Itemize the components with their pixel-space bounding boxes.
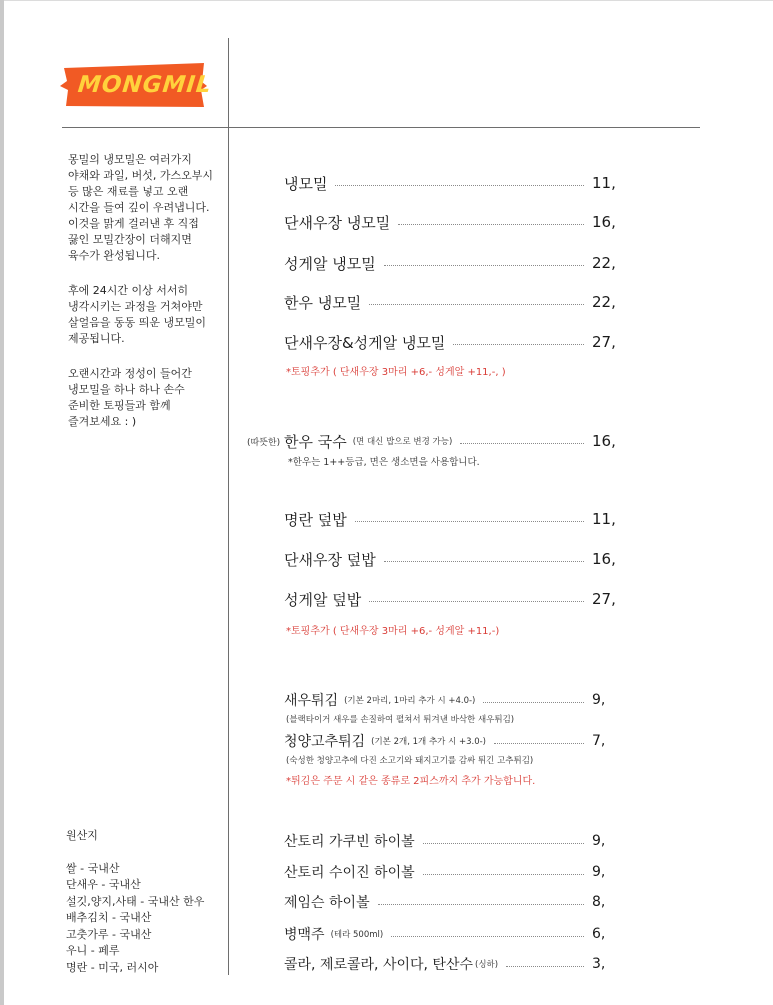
origin-line: 우니 - 페루 bbox=[66, 944, 120, 957]
menu-item-fried bbox=[284, 689, 614, 711]
menu-item-name: 콜라, 제로콜라, 사이다, 탄산수 bbox=[284, 957, 473, 973]
intro-paragraph-1 bbox=[68, 152, 228, 264]
menu-item-drink bbox=[284, 923, 614, 945]
vertical-divider bbox=[228, 38, 229, 975]
menu-item-drink bbox=[284, 830, 614, 852]
menu-item-fried bbox=[284, 730, 614, 752]
menu-item-name: 단새우장 덮밥 bbox=[284, 550, 376, 569]
menu-item-price: 9, bbox=[592, 864, 606, 880]
menu-item-drink bbox=[284, 861, 614, 883]
menu-item-rice bbox=[284, 548, 614, 570]
origin-line: 단새우 - 국내산 bbox=[66, 878, 141, 891]
menu-item-subtext: (기본 2마리, 1마리 추가 시 +4.0-) bbox=[344, 696, 476, 706]
header-rule bbox=[62, 127, 700, 128]
menu-item-name: 산토리 가쿠빈 하이볼 bbox=[284, 834, 415, 850]
leader-dots bbox=[378, 904, 584, 905]
menu-item-price: 11, bbox=[592, 510, 616, 528]
menu-item-drink bbox=[284, 891, 614, 913]
menu-item-price: 11, bbox=[592, 174, 616, 192]
menu-item-price: 22, bbox=[592, 254, 616, 272]
logo-wordmark: MONGMIL bbox=[76, 72, 214, 98]
menu-item-name: 단새우장&성게알 냉모밀 bbox=[284, 333, 446, 352]
menu-item-name: 한우 냉모밀 bbox=[284, 293, 362, 312]
leader-dots bbox=[453, 344, 584, 345]
origin-line: 고춧가루 - 국내산 bbox=[66, 927, 152, 941]
leader-dots bbox=[355, 521, 584, 522]
leader-dots bbox=[494, 743, 584, 744]
leader-dots bbox=[369, 304, 584, 305]
menu-item-subtext: (싱하) bbox=[475, 960, 499, 970]
menu-item-drink bbox=[284, 953, 614, 975]
menu-item-name: 성게알 냉모밀 bbox=[284, 254, 376, 273]
menu-item-price: 16, bbox=[592, 213, 616, 231]
menu-item-name: 산토리 수이진 하이볼 bbox=[284, 865, 415, 881]
menu-item-name: 제임슨 하이볼 bbox=[284, 895, 370, 911]
leader-dots bbox=[460, 443, 584, 444]
origin-line: 쌀 - 국내산 bbox=[66, 861, 120, 875]
top-border bbox=[0, 0, 773, 1]
leader-dots bbox=[483, 702, 584, 703]
menu-item-name: 단새우장 냉모밀 bbox=[284, 213, 391, 232]
guksu-note: *한우는 1++등급, 면은 생소면을 사용합니다. bbox=[288, 457, 480, 468]
menu-item-rice bbox=[284, 588, 614, 610]
fried-description: (숙성한 청양고추에 다진 소고기와 돼지고기를 감싸 튀긴 고추튀김) bbox=[286, 756, 534, 766]
menu-item-guksu bbox=[247, 430, 616, 452]
menu-item-price: 16, bbox=[592, 432, 616, 450]
guksu-prefix: (따뜻한) bbox=[247, 438, 281, 448]
menu-item-name: 한우 국수 bbox=[284, 432, 347, 451]
menu-item-price: 16, bbox=[592, 550, 616, 568]
menu-item-name: 새우튀김 bbox=[284, 693, 339, 709]
menu-item-subtext: (테라 500ml) bbox=[330, 930, 384, 940]
menu-item-price: 8, bbox=[592, 894, 606, 910]
menu-item-soba bbox=[284, 211, 614, 233]
leader-dots bbox=[384, 561, 584, 562]
menu-item-soba bbox=[284, 252, 614, 274]
leader-dots bbox=[384, 265, 584, 266]
fried-note: *튀김은 주문 시 같은 종류로 2피스까지 추가 가능합니다. bbox=[286, 776, 536, 787]
menu-item-price: 22, bbox=[592, 293, 616, 311]
menu-item-rice bbox=[284, 508, 614, 530]
menu-item-soba bbox=[284, 291, 614, 313]
leader-dots bbox=[423, 874, 584, 875]
origin-line: 배추김치 - 국내산 bbox=[66, 911, 152, 924]
leader-dots bbox=[506, 966, 584, 967]
menu-item-name: 청양고추튀김 bbox=[284, 734, 366, 750]
origin-title: 원산지 bbox=[66, 829, 98, 842]
menu-item-name: 냉모밀 bbox=[284, 174, 328, 193]
intro-text-1: 몽밀의 냉모밀은 여러가지 야채와 과일, 버섯, 가스오부시 등 많은 재료를 넣고 오랜 시간을 들여 깊이 우려냅니다. 이것을 맑게 걸러낸 후 직접 끓인 모밀간장이 더해지면 육수가 완성됩니다. bbox=[68, 153, 213, 262]
menu-item-price: 3, bbox=[592, 956, 606, 972]
intro-text-2: 후에 24시간 이상 서서히 냉각시키는 과정을 거쳐야만 살얼음을 동동 띄운 냉모밀이 제공됩니다. bbox=[68, 284, 207, 345]
intro-paragraph-2 bbox=[68, 283, 228, 347]
menu-item-price: 7, bbox=[592, 733, 606, 749]
brand-logo bbox=[58, 60, 214, 110]
leader-dots bbox=[423, 843, 584, 844]
menu-item-price: 9, bbox=[592, 833, 606, 849]
leader-dots bbox=[335, 185, 584, 186]
menu-item-price: 6, bbox=[592, 926, 606, 942]
rice-topping-note: *토핑추가 ( 단새우장 3마리 +6,- 성게알 +11,-) bbox=[286, 626, 500, 637]
leader-dots bbox=[391, 936, 584, 937]
menu-item-price: 27, bbox=[592, 333, 616, 351]
menu-item-price: 27, bbox=[592, 590, 616, 608]
left-page-edge bbox=[0, 0, 4, 1005]
menu-item-subtext: (기본 2개, 1개 추가 시 +3.0-) bbox=[371, 737, 487, 747]
origin-line: 명란 - 미국, 러시아 bbox=[66, 960, 159, 974]
intro-paragraph-3 bbox=[68, 366, 228, 430]
menu-item-soba bbox=[284, 172, 614, 194]
soba-topping-note: *토핑추가 ( 단새우장 3마리 +6,- 성게알 +11,-, ) bbox=[286, 367, 506, 378]
menu-item-name: 명란 덮밥 bbox=[284, 510, 347, 529]
origin-line: 설깃,양지,사태 - 국내산 한우 bbox=[66, 894, 205, 908]
menu-item-soba bbox=[284, 331, 614, 353]
menu-item-name: 성게알 덮밥 bbox=[284, 590, 362, 609]
menu-item-name: 병맥주 bbox=[284, 927, 325, 943]
intro-text-3: 오랜시간과 정성이 들어간 냉모밀을 하나 하나 손수 준비한 토핑들과 함께 즐겨보세요 : ) bbox=[68, 367, 192, 428]
origin-section bbox=[66, 828, 204, 976]
leader-dots bbox=[398, 224, 584, 225]
leader-dots bbox=[369, 601, 584, 602]
fried-description: (블랙타이거 새우를 손질하여 펼쳐서 튀겨낸 바삭한 새우튀김) bbox=[286, 715, 515, 725]
menu-item-price: 9, bbox=[592, 692, 606, 708]
menu-item-subtext: (면 대신 밥으로 변경 가능) bbox=[352, 437, 453, 447]
